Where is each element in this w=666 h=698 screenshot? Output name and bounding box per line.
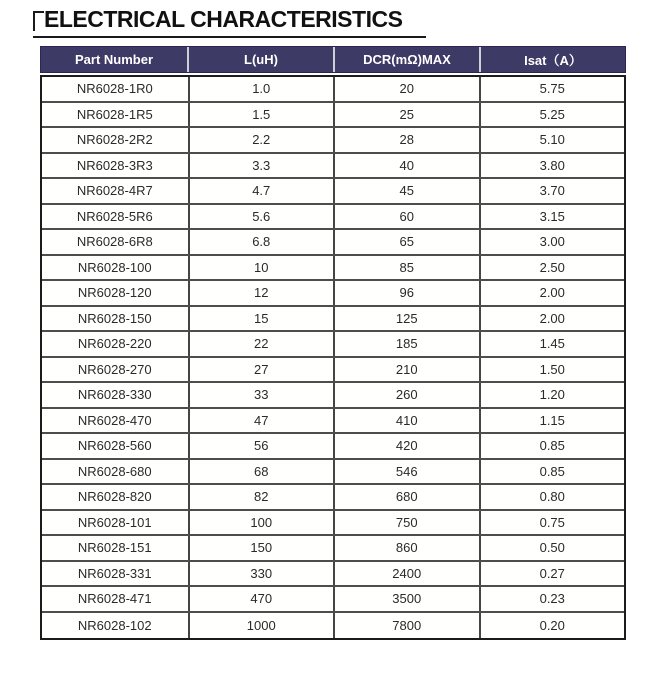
table-cell: 750 [333, 511, 479, 535]
table-cell: 40 [333, 154, 479, 178]
table-cell: 1000 [188, 613, 334, 639]
table-cell: 1.0 [188, 77, 334, 101]
table-cell: 1.5 [188, 103, 334, 127]
table-cell: 470 [188, 587, 334, 611]
page-title: ELECTRICAL CHARACTERISTICS [44, 6, 403, 32]
table-cell: 1.20 [479, 383, 625, 407]
table-row [42, 281, 624, 307]
table-row [42, 128, 624, 154]
table-cell: 0.23 [479, 587, 625, 611]
table-cell: 0.85 [479, 460, 625, 484]
table-cell: NR6028-560 [77, 438, 152, 454]
table-cell: 3.3 [188, 154, 334, 178]
table-row [42, 434, 624, 460]
table-row [42, 460, 624, 486]
column-header-isat: Isat（A） [479, 47, 625, 72]
table-cell: 96 [333, 281, 479, 305]
table-cell: 60 [333, 205, 479, 229]
table-cell: 260 [333, 383, 479, 407]
table-cell: 82 [188, 485, 334, 509]
table-cell: 27 [188, 358, 334, 382]
column-header-dcr: DCR(mΩ)MAX [333, 47, 479, 72]
table-cell: NR6028-3R3 [76, 157, 153, 173]
table-cell: 47 [188, 409, 334, 433]
table-cell: 0.80 [479, 485, 625, 509]
table-cell: 125 [333, 307, 479, 331]
table-cell: 210 [333, 358, 479, 382]
table-cell: 5.25 [479, 103, 625, 127]
table-row [42, 511, 624, 537]
table-cell: NR6028-680 [77, 463, 152, 479]
table-cell: NR6028-220 [77, 336, 152, 352]
table-cell: 6.8 [188, 230, 334, 254]
table-cell: 45 [333, 179, 479, 203]
table-cell: 0.50 [479, 536, 625, 560]
table-body [40, 75, 626, 640]
table-cell: 7800 [333, 613, 479, 639]
table-cell: 25 [333, 103, 479, 127]
table-cell: NR6028-820 [77, 489, 152, 505]
table-cell: 3.80 [479, 154, 625, 178]
table-cell: NR6028-470 [77, 412, 152, 428]
table-cell: 185 [333, 332, 479, 356]
table-cell: 860 [333, 536, 479, 560]
table-row [42, 307, 624, 333]
table-row [42, 256, 624, 282]
table-row [42, 613, 624, 639]
table-cell: NR6028-120 [77, 285, 152, 301]
table-cell: 20 [333, 77, 479, 101]
table-cell: 0.27 [479, 562, 625, 586]
table-cell: NR6028-5R6 [76, 208, 153, 224]
table-cell: 150 [188, 536, 334, 560]
table-cell: 0.85 [479, 434, 625, 458]
table-row [42, 179, 624, 205]
table-cell: 56 [188, 434, 334, 458]
table-cell: 0.20 [479, 613, 625, 639]
table-cell: 420 [333, 434, 479, 458]
table-cell: 5.6 [188, 205, 334, 229]
table-row [42, 587, 624, 613]
table-cell: 68 [188, 460, 334, 484]
table-cell: 10 [188, 256, 334, 280]
characteristics-table [40, 46, 626, 640]
table-cell: 2400 [333, 562, 479, 586]
table-cell: 330 [188, 562, 334, 586]
table-row [42, 332, 624, 358]
table-cell: 85 [333, 256, 479, 280]
column-header-inductance: L(uH) [187, 47, 333, 72]
table-header-row [40, 46, 626, 73]
table-cell: 2.00 [479, 307, 625, 331]
table-cell: NR6028-150 [77, 310, 152, 326]
table-row [42, 205, 624, 231]
table-cell: 22 [188, 332, 334, 356]
table-cell: NR6028-471 [77, 591, 152, 607]
section-title-block [33, 6, 426, 38]
table-row [42, 536, 624, 562]
table-cell: 3.70 [479, 179, 625, 203]
table-row [42, 154, 624, 180]
table-cell: 410 [333, 409, 479, 433]
table-cell: NR6028-1R5 [76, 106, 153, 122]
table-cell: 100 [188, 511, 334, 535]
table-cell: NR6028-2R2 [76, 132, 153, 148]
table-cell: NR6028-151 [77, 540, 152, 556]
table-cell: 1.45 [479, 332, 625, 356]
table-cell: 2.00 [479, 281, 625, 305]
table-row [42, 485, 624, 511]
table-cell: 2.2 [188, 128, 334, 152]
table-cell: 680 [333, 485, 479, 509]
table-cell: 0.75 [479, 511, 625, 535]
table-row [42, 77, 624, 103]
table-cell: 65 [333, 230, 479, 254]
table-cell: 546 [333, 460, 479, 484]
table-cell: 33 [188, 383, 334, 407]
table-cell: NR6028-331 [77, 565, 152, 581]
table-cell: 5.75 [479, 77, 625, 101]
table-cell: NR6028-102 [77, 617, 152, 633]
table-cell: NR6028-1R0 [76, 81, 153, 97]
table-row [42, 562, 624, 588]
table-cell: NR6028-4R7 [76, 183, 153, 199]
title-corner-bracket-icon [33, 11, 44, 31]
column-header-part-number: Part Number [74, 52, 154, 67]
table-row [42, 358, 624, 384]
table-cell: 3500 [333, 587, 479, 611]
table-cell: 3.00 [479, 230, 625, 254]
table-cell: 1.15 [479, 409, 625, 433]
table-cell: NR6028-6R8 [76, 234, 153, 250]
table-cell: 12 [188, 281, 334, 305]
table-cell: 1.50 [479, 358, 625, 382]
table-row [42, 409, 624, 435]
table-cell: 4.7 [188, 179, 334, 203]
table-cell: NR6028-270 [77, 361, 152, 377]
table-cell: NR6028-100 [77, 259, 152, 275]
table-cell: NR6028-330 [77, 387, 152, 403]
table-cell: 2.50 [479, 256, 625, 280]
table-cell: 5.10 [479, 128, 625, 152]
table-cell: NR6028-101 [77, 514, 152, 530]
table-row [42, 103, 624, 129]
table-cell: 28 [333, 128, 479, 152]
table-cell: 3.15 [479, 205, 625, 229]
table-row [42, 230, 624, 256]
table-row [42, 383, 624, 409]
table-cell: 15 [188, 307, 334, 331]
